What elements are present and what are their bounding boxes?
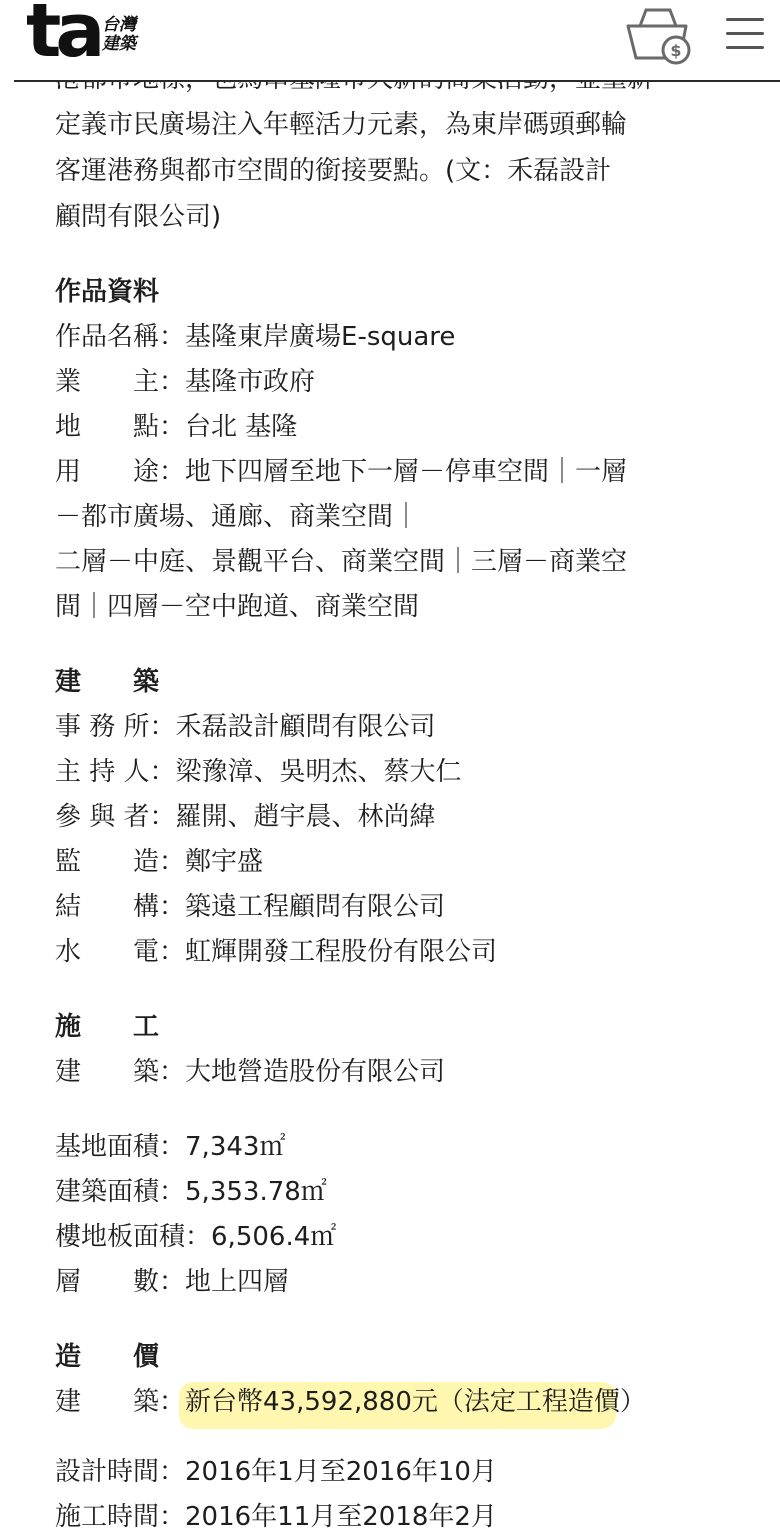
architecture-heading: 建 築 (55, 667, 160, 697)
owner-label: 業 主： (55, 367, 186, 397)
shopping-basket-dollar-icon[interactable] (622, 6, 694, 66)
usage-value-line: 地下四層至地下一層－停車空間｜一層 (185, 457, 628, 487)
schedule-value: 2016年1月至2016年10月 (185, 1457, 497, 1487)
architecture-row (55, 750, 755, 795)
architecture-label: 監 造： (55, 847, 186, 877)
area-row (55, 1170, 755, 1215)
construction-row (55, 1050, 755, 1095)
work-name-value: 基隆東岸廣場E-square (185, 322, 456, 352)
architecture-label: 水 電： (55, 937, 186, 967)
schedule-value: 2016年11月至2018年2月 (185, 1502, 497, 1532)
area-row (55, 1215, 755, 1260)
area-value: 地上四層 (185, 1267, 290, 1297)
logo-subtitle: 台灣建築 (102, 15, 136, 54)
usage-label: 用 途： (55, 457, 186, 487)
architecture-value: 虹輝開發工程股份有限公司 (185, 937, 498, 967)
schedule-row (55, 1495, 755, 1540)
location-label: 地 點： (55, 412, 186, 442)
cost-row (55, 1380, 755, 1425)
architecture-label: 主 持 人： (55, 757, 176, 787)
work-name-row (55, 315, 755, 360)
work-name-label: 作品名稱： (55, 322, 186, 352)
top-navigation-bar (0, 0, 780, 80)
architecture-row (55, 795, 755, 840)
construction-label: 建 築： (55, 1057, 186, 1087)
area-label: 建築面積： (55, 1177, 186, 1207)
architecture-value: 築遠工程顧問有限公司 (185, 892, 446, 922)
site-logo[interactable] (26, 0, 146, 74)
area-row (55, 1260, 755, 1305)
area-value: 7,343㎡ (185, 1132, 286, 1162)
usage-row (55, 450, 755, 495)
usage-value-line: －都市廣場、通廊、商業空間｜ (55, 502, 420, 532)
intro-line: 顧問有限公司) (55, 202, 222, 232)
architecture-label: 事 務 所： (55, 712, 176, 742)
cost-value-tail: ） (619, 1387, 646, 1417)
architecture-row (55, 705, 755, 750)
location-value: 台北 基隆 (185, 412, 298, 442)
work-info-heading: 作品資料 (55, 277, 160, 307)
architecture-label: 結 構： (55, 892, 186, 922)
hamburger-menu-icon[interactable] (724, 14, 766, 54)
construction-heading: 施 工 (55, 1012, 160, 1042)
architecture-row (55, 840, 755, 885)
owner-value: 基隆市政府 (185, 367, 316, 397)
svg-text:$: $ (670, 41, 682, 60)
architecture-label: 參 與 者： (55, 802, 176, 832)
architecture-row (55, 930, 755, 975)
area-label: 層 數： (55, 1267, 186, 1297)
architecture-value: 羅開、趙宇晨、林尚緯 (175, 802, 436, 832)
location-row (55, 405, 755, 450)
architecture-row (55, 885, 755, 930)
area-row (55, 1125, 755, 1170)
area-value: 5,353.78㎡ (185, 1177, 327, 1207)
logo-text: ta (26, 0, 100, 74)
usage-value-line: 二層－中庭、景觀平台、商業空間｜三層－商業空 (55, 547, 628, 577)
area-value: 6,506.4㎡ (211, 1222, 337, 1252)
usage-value-line: 間｜四層－空中跑道、商業空間 (55, 592, 420, 622)
architecture-value: 梁豫漳、吳明杰、蔡大仁 (175, 757, 462, 787)
area-label: 樓地板面積： (55, 1222, 212, 1252)
cost-label: 建 築： (55, 1387, 186, 1417)
owner-row (55, 360, 755, 405)
architecture-value: 禾磊設計顧問有限公司 (175, 712, 436, 742)
schedule-label: 設計時間： (55, 1457, 186, 1487)
header-divider (14, 80, 780, 82)
cost-heading: 造 價 (55, 1342, 160, 1372)
area-label: 基地面積： (55, 1132, 186, 1162)
construction-value: 大地營造股份有限公司 (185, 1057, 446, 1087)
cost-highlight (185, 1380, 620, 1425)
schedule-row (55, 1450, 755, 1495)
article-body (55, 56, 755, 1540)
architecture-value: 鄭宇盛 (185, 847, 264, 877)
intro-line: 客運港務與都市空間的銜接要點。(文：禾磊設計 (55, 156, 612, 186)
intro-paragraph (55, 56, 755, 240)
intro-line: 定義市民廣場注入年輕活力元素，為東岸碼頭郵輪 (55, 110, 628, 140)
cost-value: 新台幣43,592,880元（法定工程造價 (185, 1387, 620, 1417)
schedule-label: 施工時間： (55, 1502, 186, 1532)
